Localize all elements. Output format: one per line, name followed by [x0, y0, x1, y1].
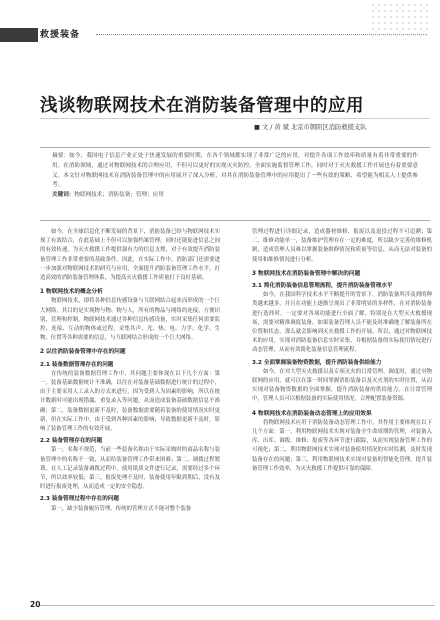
abstract-box	[40, 147, 430, 221]
abstract-text: 摘要：如今，我国电子信息产业正处于快速发展的重要时期，在各个领域都实现了非常广泛的应用，对提升各项工作效率和质量有着非常重要的作用。在消防领域，通过对物联网技术的合理应用，不但可以更好的实现灭火防控，全面实施监督管理工作，同时对于灭火救援工作开展也有着重要意义。本文针对物联网技术在消防装备管理中的应用展开了深入分析，对其在消防装备管理中的应用提出了一些有效的策略，希望能为相关人士提供参考。	[52, 153, 418, 189]
paragraph-continued: 管理过程进行详细记录，造成器材维修、报废以及退役过程不可追溯；第二，维修功能单一，装备维护管理存在一定的难度，所以缺少完善的维修机制，造成管理人员难以掌握装备维修情况和质量等信息，从而无法对装备的使用和维修情况进行分析。	[252, 229, 432, 263]
keywords-value: 物联网技术；消防装备；管理；应用	[74, 192, 164, 199]
subsection-heading-2-2: 2.2 装备管理存在的问题	[40, 438, 103, 445]
byline: ■ 文 / 黄 斌 北京市朝阳区消防救援支队	[254, 124, 367, 131]
paragraph-3-1: 如今，在我国科学技术水平不断提升的背景下，消防装备所涉及到的种类越来越多，并且在功能上逐渐呈现出了非常明显的多样性，在对消防装备进行选择时，一定要对各项功能进行全面了解，特别是在大型灭火救援现场，需要对精准调度装备，如果装备管理人员不能及时准确地了解装备所在位置和状态，那么就会影响到灭火救援工作的开展。所以，通过对物联网技术的应用，实现对消防装备信息实时采集，并根据装备的实际使用情况进行动态管理，从而有效简化装备信息管理流程。	[252, 292, 432, 354]
section-heading-2: 2 以往消防装备管理中存在的问题	[40, 349, 126, 356]
section-tag: 救援装备	[40, 30, 81, 40]
keywords-label: 关键词：	[52, 192, 75, 199]
paragraph-4: 将物联网技术应用于消防装备动态管理工作中，其作用主要体现在以下几个方面：第一，利用物联网技术实现对装备全生命周期的管理，对装备入库、出库、调拨、维修、报废等各环节进行跟踪，从而实现装备管理工作的可视化；第二，利用物联网技术实现对装备使用情况的实时监测，及时发现装备存在的问题；第三，利用物联网技术实现对装备的智能化管理，提升装备管理工作效率，为灭火救援工作提供可靠的保障。	[252, 419, 432, 472]
subsection-heading-2-3: 2.3 装备管理过程中存在的问题	[40, 496, 119, 503]
right-column	[252, 228, 432, 474]
page-number: 20	[30, 600, 41, 609]
subsection-heading-3-2: 3.2 全面掌握装备物资数据，提升消防装备供给能力	[252, 359, 382, 366]
title-rule	[40, 118, 430, 119]
section-heading-3: 3 物联网技术在消防装备管理中解决的问题	[252, 270, 361, 277]
intro-paragraph: 如今，在全球信息化不断发展的背景下，消防装备已经与物联网技术实现了有效结合，在此基础上不但可以加强档案管理，同时还能促进信息之间的有效传递，为灭火救援工作提供强有力的信息支撑，对于有效提升消防装备管理工作非常重要的基础条件。因此，在实际工作中，消防部门还需要进一步加强对物联网技术的研究与应用，全面提升消防装备管理工作水平，打造高效的消防装备管理体系，为提高灭火救援工作质量打下良好基础。	[40, 229, 220, 282]
paragraph-1: 物联网技术，即将各种信息传感设备与互联网结合起来而形成的一个巨大网络，其目的是实现物与物、物与人，所有的物品与网络的连接，方便识别、管理和控制。物联网技术通过各种信息传感设备，实时采集任何需要监控、连接、互动的物体或过程，采集其声、光、热、电、力学、化学、生物、位置等各种需要的信息，与互联网结合形成的一个巨大网络。	[40, 298, 220, 342]
section-heading-4: 4 物联网技术在消防装备动态管理上的应用效果	[252, 410, 372, 417]
subsection-heading-3-1: 3.1 简化消防装备信息管理流程，提升消防装备管理水平	[252, 283, 393, 290]
decorative-dot-grid	[370, 2, 430, 38]
header-bar	[0, 28, 38, 42]
footer-rule	[40, 605, 435, 606]
article-title: 浅谈物联网技术在消防装备管理中的应用	[40, 96, 364, 116]
paragraph-2-3: 第一，缺少装备履历管理。传统的管理方式不能对整个装备	[51, 505, 192, 512]
paragraph-2-2: 第一，名称不规范，当前一些装备名称由于实际采购时的商品名称与装备管理中的名称不一致，从而给装备管理工作带来困难；第二，调拨过程繁琐，在人工记录装备调拨过程中，使用纸质文件进行记录，需要经过多个环节，所以效率较低；第三，报废处理不及时，装备使用年限到期后，没有及时进行报废处理，从而造成一定的安全隐患。	[40, 447, 220, 491]
subsection-heading-2-1: 2.1 装备数据管理存在的问题	[40, 361, 114, 368]
paragraph-2-1: 在传统的装备数据管理工作中，其问题主要体现在以下几个方面：第一，装备基础数据统计不准确，以往在对装备基础数据进行统计的过程中，由于主要采用人工录入的方式来进行，因为受到人为因素的影响，所以在统计数据时可能出现错漏、重复录入等问题，从而造成装备基础数据信息不准确；第二，装备数据更新不及时，装备数据需要随着装备的使用情况实时更新，但在实际工作中，由于受到各种因素的影响，导致数据更新不及时，影响了装备管理工作的有效开展。	[40, 370, 220, 433]
paragraph-3-2: 如今，在对大型灭火救援以及专项灭火的日常管理、调度时，通过对物联网的应用，就可以在第一时间掌握消防装备以及灭火剂的实时位置，从而实现对装备物资数据的全面掌握，提升消防装备的供给能力。在日常管理中，管理人员可以根据装备的实际使用情况，合理配置装备资源。	[252, 368, 432, 403]
section-heading-1: 1 物联网技术的概念分析	[40, 289, 103, 296]
left-column	[40, 228, 220, 514]
keywords	[52, 191, 418, 201]
